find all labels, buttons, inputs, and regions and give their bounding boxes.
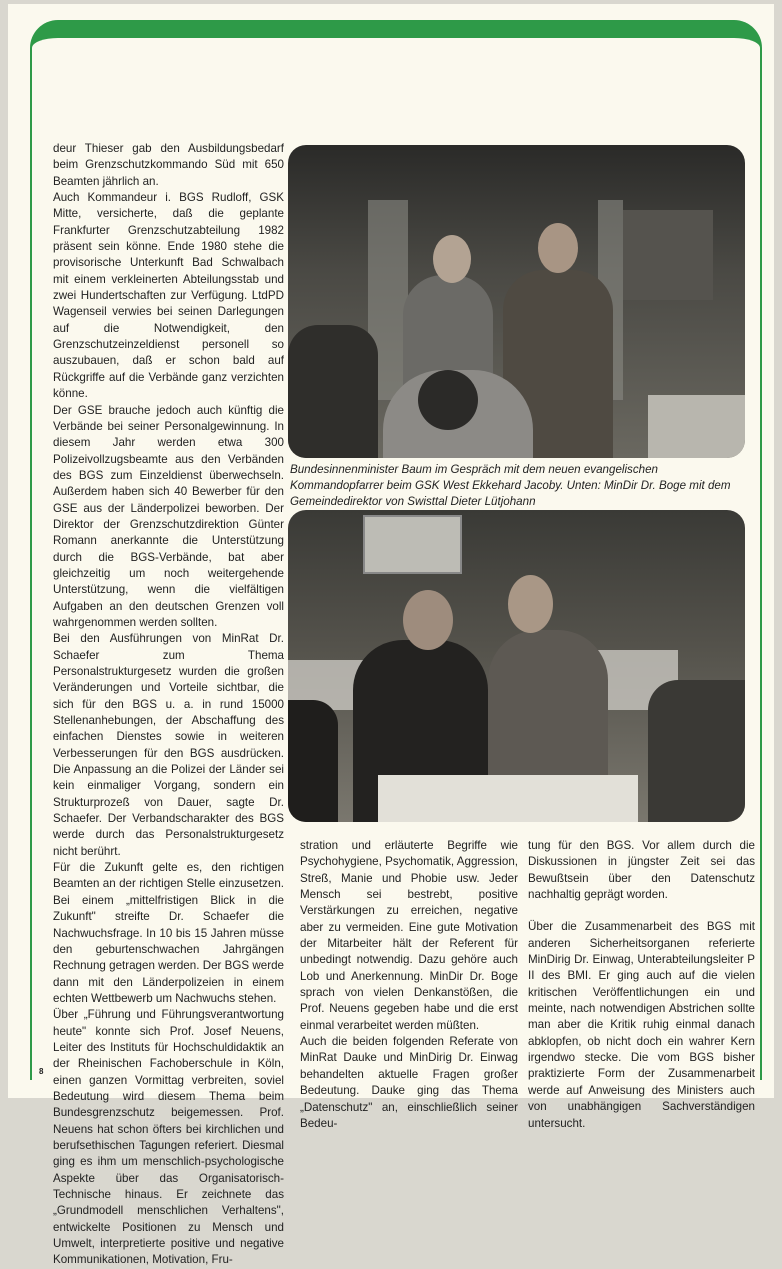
paragraph: deur Thieser gab den Ausbildungsbedarf beim Grenzschutzkommando Süd mit 650 Beamten jährlich an. xyxy=(53,142,284,188)
paragraph: Über „Führung und Führungsverantwortung heute" konnte sich Prof. Josef Neuens, Leiter des Instituts für Hochschuldidaktik an der Rheinischen Fachoberschule in Köln, einen ganzen Vormittag verbreiten, soviel Bedeutung wird diesem Thema beim Bundesgrenzschutz beigemessen. Prof. Neuens hat schon öfters bei kirchlichen und berufsethischen Tagungen referiert. Diesmal ging es ihm um menschlich-psychologische Aspekte über das Organisatorisch-Technische hinaus. Er zeichnete das „Grundmodell menschlichen Verhaltens", entwickelte Positionen zu Mensch und Umwelt, interpretierte positive und negative Kommunikationen, Motivation, Fru- xyxy=(53,1008,284,1267)
photo-boge-luetjohann xyxy=(288,510,745,822)
paragraph: Auch die beiden folgenden Referate von MinRat Dauke und MinDirig Dr. Einwag behandelten aktuelle Fragen großer Bedeutung. Dauke ging das Thema „Datenschutz" an, einschließlich seiner Bedeu- xyxy=(300,1035,518,1130)
paragraph: Über die Zusammenarbeit des BGS mit anderen Sicherheitsorganen referierte MinDirig Dr. Einwag, Unterabteilungsleiter P II des BMI. Er ging auch auf die vielen kritischen Veröffentlichungen ein und meinte, nach notwendigen Abstrichen sollte man aber die Kritik ruhig einmal danach abklopfen, ob nicht doch ein wahrer Kern irgendwo stecke. Die vom BGS bisher praktizierte Form der Zusammenarbeit werde auf Anweisung des Ministers auch von unabhängigen Sachverständigen untersucht. xyxy=(528,920,755,1130)
text-column-middle xyxy=(300,838,518,1132)
paragraph: Auch Kommandeur i. BGS Rudloff, GSK Mitte, versicherte, daß die geplante Frankfurter Grenzschutzabteilung 1982 präsent sein könne. Ende 1980 stehe die provisorische Unterkunft Bad Schwalbach mit einem verkleinerten Abteilungsstab und zwei Hundertschaften zur Verfügung. LtdPD Wagenseil verwies bei seinen Darlegungen auf die Notwendigkeit, den Grenzschutzeinzeldienst personell so auszubauen, daß er schon bald auf Rückgriffe auf die Verbände ganz verzichten könne. xyxy=(53,191,284,401)
paragraph: stration und erläuterte Begriffe wie Psychohygiene, Psychomatik, Aggression, Streß, Manie und Phobie usw. Jeder Mensch sei bestrebt, positive Verstärkungen zu erreichen, negative aber zu vermeiden. Eine gute Motivation der Mitarbeiter hält der Referent für unbedingt notwendig. Dazu gehöre auch Lob und Anerkennung. MinDir Dr. Boge sprach von vielen Denkanstößen, die Prof. Neuens gegeben habe und die erst einmal verarbeitet werden müßten. xyxy=(300,839,518,1032)
paragraph: Für die Zukunft gelte es, den richtigen Beamten an der richtigen Stelle einzusetzen. Bei einem „mittelfristigen Blick in die Zukunft" streifte Dr. Schaefer die Nachwuchsfrage. In 10 bis 15 Jahren müsse den geburtenschwachen Jahrgängen Rechnung getragen werden. Der BGS werde dann mit den Länderpolizeien in einem echten Wettbewerb um Nachwuchs stehen. xyxy=(53,861,284,1005)
photo-minister-conversation xyxy=(288,145,745,458)
text-column-right xyxy=(528,838,755,1132)
photo-caption: Bundesinnenminister Baum im Gespräch mit dem neuen evangelischen Kommandopfarrer beim GSK West Ekkehard Jacoby. Unten: MinDir Dr. Boge mit dem Gemeindedirektor von Swisttal Dieter Lütjohann xyxy=(290,463,731,508)
paragraph: Bei den Ausführungen von MinRat Dr. Schaefer zum Thema Personalstrukturgesetz wurden die großen Veränderungen und Vorteile sichtbar, die sich für den BGS u. a. in rund 15000 Stellenanhebungen, der Abschaffung des einfachen Dienstes sowie in weiteren Verbesserungen für den BGS ausdrücken. Die Anpassung an die Polizei der Länder sei kein einmaliger Vorgang, sondern ein Strukturprozeß von Dauer, sagte Dr. Schaefer. Der Verbandscharakter des BGS werde durch das Personalstrukturgesetz nicht berührt. xyxy=(53,632,284,858)
paragraph: tung für den BGS. Vor allem durch die Diskussionen in jüngster Zeit sei das Bewußtsein über den Datenschutz nachhaltig geprägt worden. xyxy=(528,839,755,902)
page-number: 8 xyxy=(39,1067,44,1076)
paragraph: Der GSE brauche jedoch auch künftig die Verbände bei seiner Personalgewinnung. In diesem Jahr werden etwa 300 Polizeivollzugsbeamte aus den Verbänden des BGS zum Einzeldienst überwechseln. Außerdem haben sich 40 Bewerber für den GSE aus der Länderpolizei beworben. Der Direktor der Grenzschutzdirektion Günter Romann anerkannte die Unterstützung durch die BGS-Verbände, bat aber gleichzeitig um noch weitergehende Unterstützung, wenn die vielfältigen Aufgaben an den deutschen Grenzen voll wahrgenommen werden sollten. xyxy=(53,403,284,629)
